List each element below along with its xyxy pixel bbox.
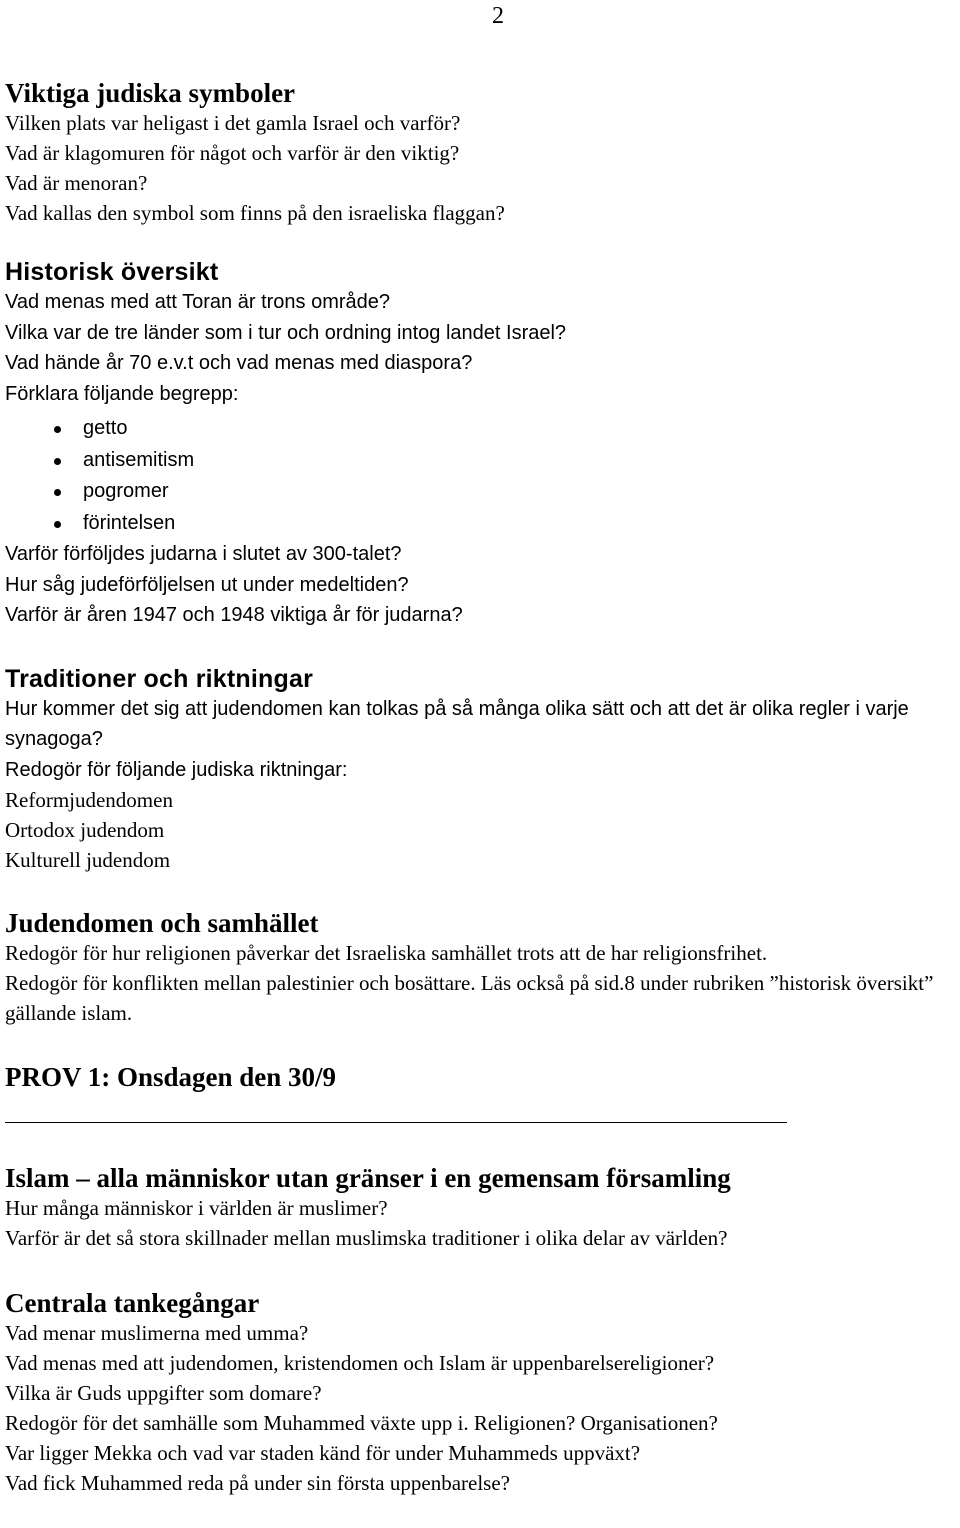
question-line: Hur många människor i världen är muslimer?	[5, 1196, 388, 1220]
question-line: Hur kommer det sig att judendomen kan tolkas på så många olika sätt och att det är olika regler i varje synagoga?	[5, 697, 909, 750]
question-line: Vad fick Muhammed reda på under sin första uppenbarelse?	[5, 1471, 510, 1495]
question-line: Hur såg judeförföljelsen ut under medeltiden?	[5, 573, 409, 596]
list-item: Ortodox judendom	[5, 818, 165, 842]
question-line: Varför är åren 1947 och 1948 viktiga år för judarna?	[5, 604, 463, 626]
question-line: Vad är menoran?	[5, 171, 148, 195]
section-heading-islam: Islam – alla människor utan gränser i en gemensam församling	[5, 1163, 731, 1193]
exam-date-heading: PROV 1: Onsdagen den 30/9	[5, 1062, 337, 1092]
list-item: Reformjudendomen	[5, 788, 173, 812]
list-item: pogromer	[83, 476, 952, 508]
question-line: Redogör för konflikten mellan palestinier och bosättare. Läs också på sid.8 under rubriken ”historisk översikt” gällande islam.	[5, 971, 934, 1025]
list-item: getto	[83, 413, 952, 445]
question-line: Var ligger Mekka och vad var staden känd för under Muhammeds uppväxt?	[5, 1441, 641, 1465]
question-line: Varför är det så stora skillnader mellan muslimska traditioner i olika delar av världen?	[5, 1226, 728, 1250]
question-line: Vilka är Guds uppgifter som domare?	[5, 1381, 322, 1405]
question-line: Vilka var de tre länder som i tur och ordning intog landet Israel?	[5, 321, 567, 344]
question-line: Förklara följande begrepp:	[5, 382, 239, 405]
list-item: antisemitism	[83, 445, 952, 477]
question-line: Vilken plats var heligast i det gamla Israel och varför?	[5, 111, 461, 135]
question-line: Redogör för följande judiska riktningar:	[5, 758, 348, 781]
section-heading-society: Judendomen och samhället	[5, 908, 319, 938]
concept-list	[5, 413, 952, 539]
list-item: Kulturell judendom	[5, 848, 171, 872]
page-number: 2	[492, 3, 504, 29]
question-line: Redogör för hur religionen påverkar det Israeliska samhället trots att de har religionsfrihet.	[5, 941, 768, 965]
document-body	[5, 78, 952, 1498]
question-line: Vad menas med att judendomen, kristendomen och Islam är uppenbarelsereligioner?	[5, 1351, 715, 1375]
question-line: Redogör för det samhälle som Muhammed växte upp i. Religionen? Organisationen?	[5, 1411, 718, 1435]
section-heading-traditions: Traditioner och riktningar	[5, 664, 314, 693]
divider-line	[5, 1122, 787, 1123]
question-line: Vad är klagomuren för något och varför är den viktig?	[5, 141, 460, 165]
question-line: Vad hände år 70 e.v.t och vad menas med diaspora?	[5, 352, 473, 374]
section-heading-symbols: Viktiga judiska symboler	[5, 78, 296, 108]
list-item: förintelsen	[83, 508, 952, 540]
question-line: Vad menas med att Toran är trons område?	[5, 291, 391, 313]
section-heading-central-ideas: Centrala tankegångar	[5, 1288, 260, 1318]
question-line: Vad kallas den symbol som finns på den israeliska flaggan?	[5, 201, 505, 225]
question-line: Vad menar muslimerna med umma?	[5, 1321, 309, 1345]
section-heading-history: Historisk översikt	[5, 258, 219, 286]
question-line: Varför förföljdes judarna i slutet av 300-talet?	[5, 543, 402, 565]
